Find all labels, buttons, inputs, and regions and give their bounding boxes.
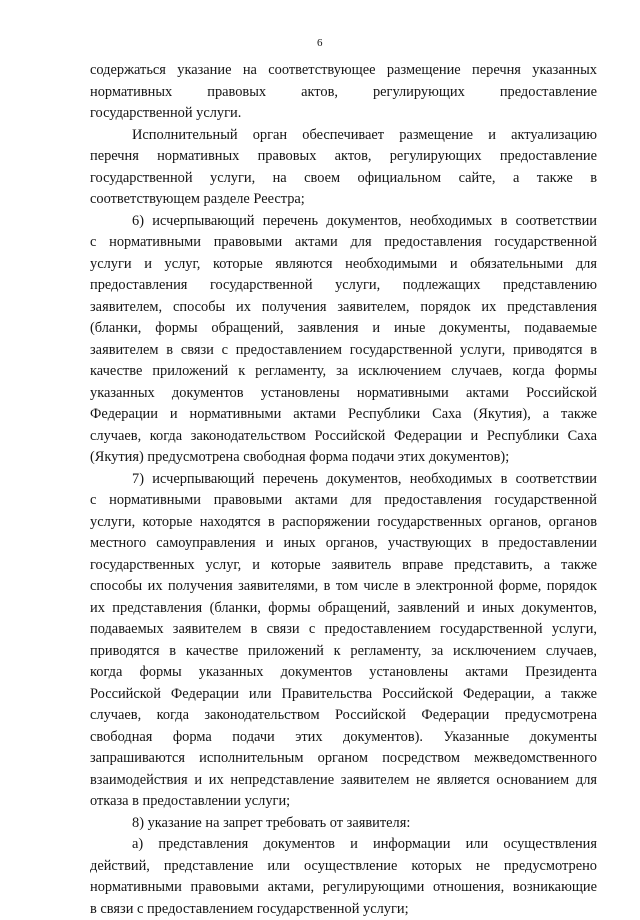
text-line: 6) исчерпывающий перечень документов, необходимых в соответствии (90, 211, 597, 233)
text-line: соответствующем разделе Реестра; (90, 189, 597, 211)
text-line: предоставления государственной услуги, подлежащих представлению (90, 275, 597, 297)
text-line: услуги и услуг, которые являются необходимыми и обязательными для (90, 254, 597, 276)
text-line: заявителем, способы их получения заявителем, порядок их представления (90, 297, 597, 319)
text-line: государственных услуг, и которые заявитель вправе представить, а также (90, 555, 597, 577)
text-line: указанных документов установлены нормативными актами Российской (90, 383, 597, 405)
text-line: нормативными правовыми актами, регулирующими отношения, возникающие (90, 877, 597, 899)
text-line: когда формы указанных документов установлены актами Президента (90, 662, 597, 684)
text-line: (Якутия) предусмотрена свободная форма подачи этих документов); (90, 447, 597, 469)
text-line: государственной услуги, на своем официальном сайте, а также в (90, 168, 597, 190)
text-line: с нормативными правовыми актами для предоставления государственной (90, 232, 597, 254)
text-line: услуги, которые находятся в распоряжении государственных органов, органов (90, 512, 597, 534)
text-line: 8) указание на запрет требовать от заявителя: (90, 813, 597, 835)
body-text (90, 60, 597, 920)
text-line: случаев, когда законодательством Российской Федерации предусмотрена (90, 705, 597, 727)
text-line: Российской Федерации или Правительства Российской Федерации, а также (90, 684, 597, 706)
page-number: 6 (0, 37, 640, 49)
text-line: с нормативными правовыми актами для предоставления государственной (90, 490, 597, 512)
text-line: нормативных правовых актов, регулирующих предоставление (90, 82, 597, 104)
text-line: свободная форма подачи этих документов). Указанные документы (90, 727, 597, 749)
text-line: Исполнительный орган обеспечивает размещение и актуализацию (90, 125, 597, 147)
text-line: приводятся в качестве приложений к регламенту, за исключением случаев, (90, 641, 597, 663)
text-line: случаев, когда законодательством Российской Федерации и Республики Саха (90, 426, 597, 448)
text-line: способы их получения заявителями, в том числе в электронной форме, порядок (90, 576, 597, 598)
text-line: государственной услуги. (90, 103, 597, 125)
text-line: качестве приложений к регламенту, за исключением случаев, когда формы (90, 361, 597, 383)
text-line: (бланки, формы обращений, заявления и иные документы, подаваемые (90, 318, 597, 340)
text-line: а) представления документов и информации или осуществления (90, 834, 597, 856)
text-line: подаваемых заявителем в связи с предоставлением государственной услуги, (90, 619, 597, 641)
text-line: перечня нормативных правовых актов, регулирующих предоставление (90, 146, 597, 168)
text-line: действий, представление или осуществление которых не предусмотрено (90, 856, 597, 878)
text-line: местного самоуправления и иных органов, участвующих в предоставлении (90, 533, 597, 555)
text-line: взаимодействия и их непредставление заявителем не является основанием для (90, 770, 597, 792)
text-line: содержаться указание на соответствующее размещение перечня указанных (90, 60, 597, 82)
text-line: в связи с предоставлением государственной услуги; (90, 899, 597, 920)
text-line: 7) исчерпывающий перечень документов, необходимых в соответствии (90, 469, 597, 491)
text-line: отказа в предоставлении услуги; (90, 791, 597, 813)
text-line: Федерации и нормативными актами Республики Саха (Якутия), а также (90, 404, 597, 426)
text-line: их представления (бланки, формы обращений, заявлений и иных документов, (90, 598, 597, 620)
text-line: запрашиваются исполнительным органом посредством межведомственного (90, 748, 597, 770)
text-line: заявителем в связи с предоставлением государственной услуги, приводятся в (90, 340, 597, 362)
